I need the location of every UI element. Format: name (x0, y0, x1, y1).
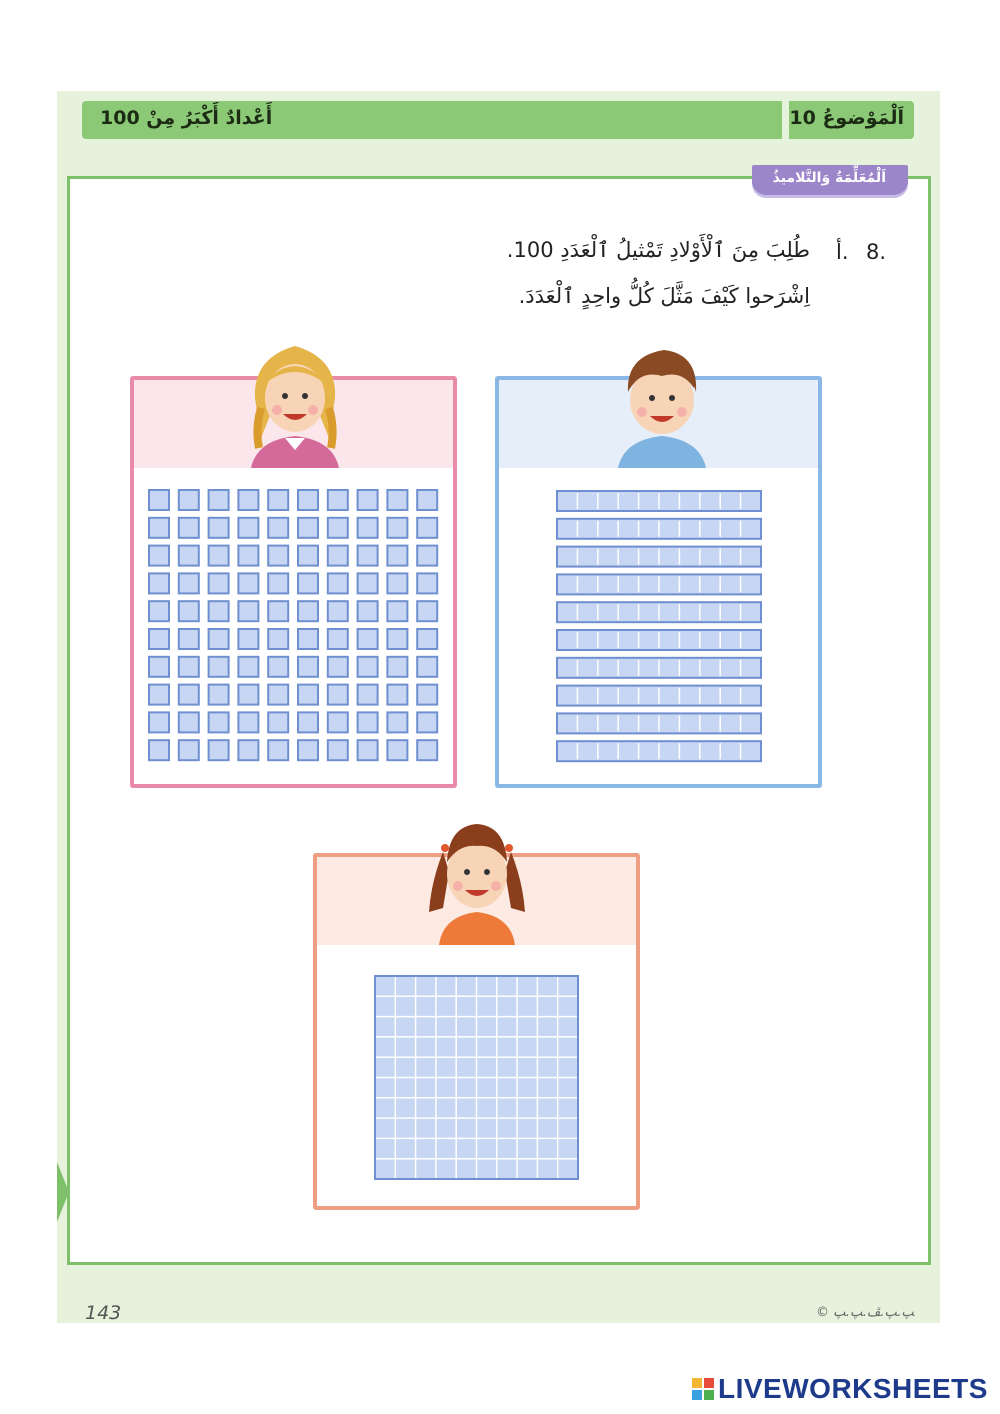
unit-cube (149, 518, 169, 538)
unit-cube (417, 629, 437, 649)
unit-cube (268, 685, 288, 705)
liveworksheets-icon (692, 1378, 714, 1400)
unit-cube (268, 546, 288, 566)
unit-cube (149, 685, 169, 705)
unit-cube (417, 712, 437, 732)
tens-rods-stack (556, 489, 762, 764)
unit-cube (417, 740, 437, 760)
unit-cube (417, 518, 437, 538)
unit-cube (209, 601, 229, 621)
unit-cube (358, 490, 378, 510)
unit-cube (417, 490, 437, 510)
unit-cube (298, 685, 318, 705)
question-letter: أ. (836, 240, 849, 264)
unit-cube (387, 601, 407, 621)
lesson-title: أَعْدادٌ أَكْبَرُ مِنْ 100 (100, 107, 273, 129)
blonde-girl-illustration (245, 338, 345, 468)
unit-cube (149, 740, 169, 760)
unit-cube (209, 518, 229, 538)
unit-cube (149, 490, 169, 510)
unit-cube (149, 573, 169, 593)
unit-cube (387, 629, 407, 649)
unit-cube (298, 712, 318, 732)
unit-cube (209, 573, 229, 593)
unit-cube (328, 518, 348, 538)
unit-cube (387, 685, 407, 705)
unit-cube (238, 546, 258, 566)
unit-cube (298, 740, 318, 760)
unit-cube (179, 712, 199, 732)
page-number: 143 (85, 1302, 122, 1324)
unit-cube (298, 490, 318, 510)
unit-cube (268, 518, 288, 538)
question-text-line2: اِشْرَحوا كَيْفَ مَثَّلَ كُلُّ واحِدٍ ٱلْعَدَدَ. (518, 284, 810, 308)
unit-cube (328, 601, 348, 621)
unit-cube (417, 546, 437, 566)
unit-cube (149, 712, 169, 732)
unit-cube (358, 712, 378, 732)
unit-cube (268, 712, 288, 732)
unit-cube (358, 629, 378, 649)
unit-cube (328, 712, 348, 732)
unit-cube (417, 685, 437, 705)
unit-cube (179, 490, 199, 510)
unit-cube (179, 685, 199, 705)
unit-cube (328, 740, 348, 760)
unit-cube (179, 546, 199, 566)
unit-cube (238, 490, 258, 510)
unit-cube (298, 629, 318, 649)
unit-cube (298, 601, 318, 621)
ones-cubes-grid (147, 488, 439, 764)
hundred-flat-block (374, 975, 579, 1180)
unit-cube (387, 490, 407, 510)
unit-cube (268, 490, 288, 510)
lesson-title-bar (82, 101, 782, 139)
unit-cube (387, 546, 407, 566)
unit-cube (358, 573, 378, 593)
unit-cube (328, 629, 348, 649)
unit-cube (209, 490, 229, 510)
unit-cube (179, 601, 199, 621)
unit-cube (328, 490, 348, 510)
unit-cube (358, 601, 378, 621)
unit-cube (209, 657, 229, 677)
unit-cube (209, 740, 229, 760)
unit-cube (298, 573, 318, 593)
unit-cube (387, 712, 407, 732)
unit-cube (268, 657, 288, 677)
unit-cube (387, 657, 407, 677)
unit-cube (209, 629, 229, 649)
unit-cube (268, 740, 288, 760)
unit-cube (417, 573, 437, 593)
unit-cube (298, 518, 318, 538)
question-number: 8. (866, 240, 887, 264)
side-tab-marker (57, 1162, 69, 1222)
unit-cube (238, 573, 258, 593)
unit-cube (209, 546, 229, 566)
unit-cube (268, 573, 288, 593)
unit-cube (298, 546, 318, 566)
unit-cube (149, 546, 169, 566)
unit-cube (179, 573, 199, 593)
unit-cube (387, 573, 407, 593)
question-text-line1: طُلِبَ مِنَ ٱلْأَوْلادِ تَمْثيلُ ٱلْعَدَدِ 100. (506, 238, 810, 262)
unit-cube (149, 601, 169, 621)
unit-cube (209, 712, 229, 732)
unit-cube (358, 546, 378, 566)
unit-cube (238, 629, 258, 649)
unit-cube (328, 657, 348, 677)
unit-cube (209, 685, 229, 705)
unit-cube (179, 657, 199, 677)
unit-cube (238, 657, 258, 677)
unit-cube (298, 657, 318, 677)
unit-cube (238, 518, 258, 538)
unit-cube (179, 518, 199, 538)
unit-cube (387, 740, 407, 760)
unit-cube (268, 601, 288, 621)
role-tab-label: اَلْمُعَلِّمَةُ وَالتَّلاميذُ (772, 170, 886, 186)
liveworksheets-wordmark: LIVEWORKSHEETS (718, 1373, 988, 1404)
unit-cube (238, 740, 258, 760)
unit-cube (238, 685, 258, 705)
unit-cube (358, 518, 378, 538)
unit-cube (358, 740, 378, 760)
boy-illustration (612, 340, 712, 468)
unit-cube (149, 657, 169, 677)
unit-cube (179, 740, 199, 760)
unit-cube (417, 601, 437, 621)
unit-cube (328, 546, 348, 566)
copyright-mark: © ﭗ.ﭗ.ﭯ.ﭗ.ﭗ (816, 1305, 915, 1320)
unit-cube (328, 573, 348, 593)
unit-cube (238, 601, 258, 621)
unit-cube (358, 657, 378, 677)
role-tab (752, 165, 908, 195)
brunette-girl-illustration (425, 812, 529, 945)
unit-cube (328, 685, 348, 705)
topic-label-bar (789, 101, 914, 139)
unit-cube (387, 518, 407, 538)
unit-cube (358, 685, 378, 705)
unit-cube (238, 712, 258, 732)
unit-cube (268, 629, 288, 649)
unit-cube (179, 629, 199, 649)
unit-cube (149, 629, 169, 649)
unit-cube (417, 657, 437, 677)
topic-label: اَلْمَوْضوعُ 10 (789, 107, 904, 129)
